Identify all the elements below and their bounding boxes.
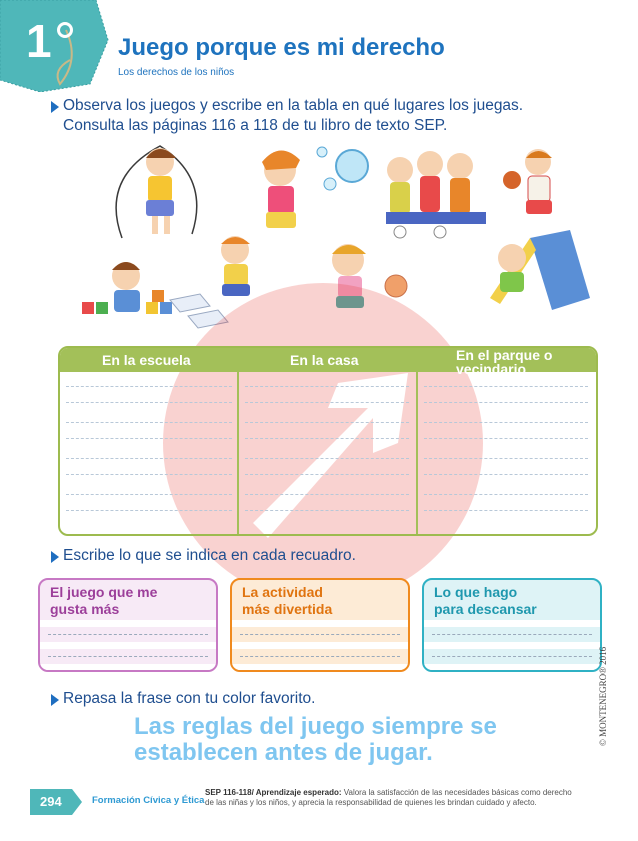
box-favorite-game[interactable] xyxy=(38,578,218,672)
places-table xyxy=(58,346,598,536)
learning-objective-text: Valora la satisfacción de las necesidades básicas como derecho de las niñas y los niños, y aprecia la responsabilidad de quienes les brindan cuidado y afecto. xyxy=(205,788,572,807)
column-divider xyxy=(416,348,418,534)
bullet-triangle-icon xyxy=(51,551,59,563)
subject-name: Formación Cívica y Ética xyxy=(92,795,205,806)
instruction-2: Escribe lo que se indica en cada recuadro. xyxy=(63,547,356,564)
box-rest-activity-line2: para descansar xyxy=(434,601,537,617)
box-fun-activity-line2: más divertida xyxy=(242,601,333,617)
instruction-1 xyxy=(63,96,523,136)
page-title: Juego porque es mi derecho xyxy=(118,34,445,61)
box-rest-activity-line1: Lo que hago xyxy=(434,584,518,600)
trace-phrase-line2: establecen antes de jugar. xyxy=(134,739,433,766)
learning-objective-label: SEP 116-118/ Aprendizaje esperado: xyxy=(205,788,342,797)
bullet-triangle-icon xyxy=(51,694,59,706)
copyright-notice: © MONTENEGRO® 2016 xyxy=(598,646,608,746)
learning-objective-note xyxy=(205,788,580,808)
bullet-triangle-icon xyxy=(51,101,59,113)
column-header-home: En la casa xyxy=(290,352,359,368)
box-favorite-game-line1: El juego que me xyxy=(50,584,158,600)
box-rest-activity[interactable] xyxy=(422,578,602,672)
column-header-school: En la escuela xyxy=(102,352,191,368)
write-area-school[interactable] xyxy=(66,372,232,530)
box-favorite-game-title xyxy=(50,584,157,618)
instruction-3: Repasa la frase con tu color favorito. xyxy=(63,690,316,707)
jump-rope-girl-figure xyxy=(116,146,197,238)
grade-number: 1 xyxy=(26,15,52,67)
page-subtitle: Los derechos de los niños xyxy=(118,67,235,78)
column-header-park: En el parque o vecindario xyxy=(456,347,553,377)
write-area-home[interactable] xyxy=(245,372,409,530)
column-divider xyxy=(237,348,239,534)
box-fun-activity[interactable] xyxy=(230,578,410,672)
page-number: 294 xyxy=(40,794,62,809)
box-fun-activity-line1: La actividad xyxy=(242,584,323,600)
trace-phrase[interactable] xyxy=(134,714,497,766)
degree-symbol xyxy=(57,22,73,38)
instruction-1-line2: Consulta las páginas 116 a 118 de tu libro de texto SEP. xyxy=(63,117,448,134)
box-fun-activity-title xyxy=(242,584,332,618)
trace-phrase-line1: Las reglas del juego siempre se xyxy=(134,713,497,740)
grade-badge xyxy=(0,0,112,92)
box-favorite-game-line2: gusta más xyxy=(50,601,120,617)
box-rest-activity-title xyxy=(434,584,537,618)
write-area-park[interactable] xyxy=(424,372,588,530)
instruction-1-line1: Observa los juegos y escribe en la tabla en qué lugares los juegas. xyxy=(63,97,524,114)
